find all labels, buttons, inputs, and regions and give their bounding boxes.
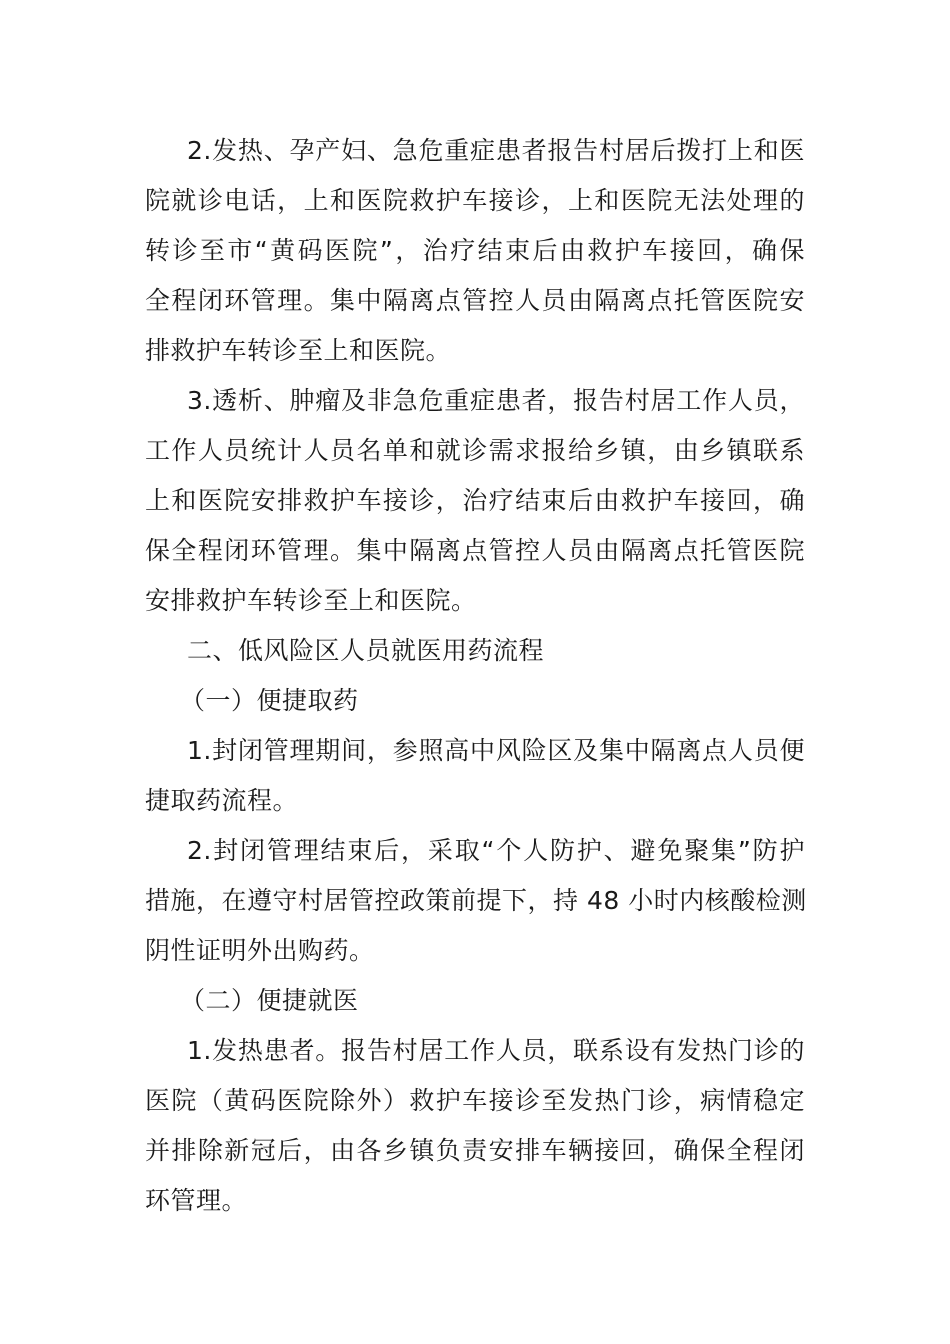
section-heading-low-risk: 二、低风险区人员就医用药流程 xyxy=(187,636,545,665)
medicine-item-2-line-3: 阴性证明外出购药。 xyxy=(145,936,375,965)
paragraph-2-line-4: 全程闭环管理。集中隔离点管控人员由隔离点托管医院安 xyxy=(145,286,805,315)
paragraph-2-line-3: 转诊至市“黄码医院”，治疗结束后由救护车接回，确保 xyxy=(145,236,805,265)
subheading-medicine: （一）便捷取药 xyxy=(180,686,359,715)
medicine-item-2-line-1: 2.封闭管理结束后，采取“个人防护、避免聚集”防护 xyxy=(187,836,805,865)
paragraph-3-line-4: 保全程闭环管理。集中隔离点管控人员由隔离点托管医院 xyxy=(145,536,805,565)
medicine-item-1-line-1: 1.封闭管理期间，参照高中风险区及集中隔离点人员便 xyxy=(187,736,805,765)
paragraph-2-line-5: 排救护车转诊至上和医院。 xyxy=(145,336,452,365)
subheading-medical: （二）便捷就医 xyxy=(180,986,359,1015)
paragraph-3-line-5: 安排救护车转诊至上和医院。 xyxy=(145,586,477,615)
paragraph-2-line-1: 2.发热、孕产妇、急危重症患者报告村居后拨打上和医 xyxy=(187,136,805,165)
medical-item-1-line-4: 环管理。 xyxy=(145,1186,248,1215)
medicine-item-1-line-2: 捷取药流程。 xyxy=(145,786,299,815)
paragraph-3-line-3: 上和医院安排救护车接诊，治疗结束后由救护车接回，确 xyxy=(145,486,805,515)
paragraph-3-line-2: 工作人员统计人员名单和就诊需求报给乡镇，由乡镇联系 xyxy=(145,436,805,465)
paragraph-3-line-1: 3.透析、肿瘤及非急危重症患者，报告村居工作人员， xyxy=(187,386,805,415)
medicine-item-2-line-2: 措施，在遵守村居管控政策前提下，持 48 小时内核酸检测 xyxy=(145,886,807,915)
paragraph-2-line-2: 院就诊电话，上和医院救护车接诊，上和医院无法处理的 xyxy=(145,186,805,215)
medical-item-1-line-2: 医院（黄码医院除外）救护车接诊至发热门诊，病情稳定 xyxy=(145,1086,805,1115)
medical-item-1-line-1: 1.发热患者。报告村居工作人员，联系设有发热门诊的 xyxy=(187,1036,805,1065)
medical-item-1-line-3: 并排除新冠后，由各乡镇负责安排车辆接回，确保全程闭 xyxy=(145,1136,805,1165)
